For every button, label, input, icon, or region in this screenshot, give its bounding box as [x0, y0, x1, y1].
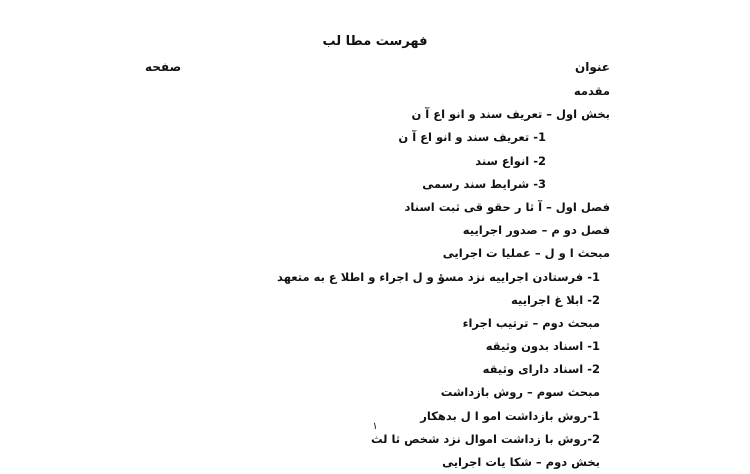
toc-entry: بخش دوم – شکا یات اجرایی [442, 455, 600, 469]
toc-entry: 3- شرایط سند رسمی [422, 176, 546, 191]
toc-entry: 1-روش بازداشت امو ا ل بدهکار [420, 408, 600, 423]
table-of-contents [50, 80, 610, 474]
toc-entry: مقدمه [573, 84, 610, 98]
toc-entry: بخش اول – تعریف سند و انو اع آ ن [411, 107, 610, 122]
toc-entry: فصل دو م – صدور اجراییه [462, 223, 610, 238]
page-number: ۱ [372, 421, 378, 432]
column-header-title: عنوان [575, 60, 610, 74]
toc-entry: 2- انواع سند [475, 153, 546, 168]
toc-entry: 2- ابلا غ اجراییه [511, 292, 600, 307]
toc-entry: 2- اسناد دارای وثیقه [482, 362, 600, 377]
column-header-page: صفحه [145, 60, 182, 74]
toc-entry: مبحث دوم – ترتیب اجراء [462, 315, 600, 330]
toc-entry: 1- تعریف سند و انو اع آ ن [398, 130, 546, 145]
page-title: فهرست مطا لب [322, 34, 428, 49]
toc-entry: فصل اول – آ ثا ر حقو قی ثبت اسناد [404, 199, 610, 214]
toc-entry: مبحث ا و ل – عملیا ت اجرایی [442, 246, 610, 261]
toc-entry: 1- اسناد بدون وثیقه [485, 339, 600, 354]
toc-entry: مبحث سوم – روش بازداشت [440, 385, 600, 400]
toc-entry: 1- فرستادن اجراییه نزد مسؤ و ل اجراء و اطلا ع به متعهد [277, 269, 600, 284]
toc-entry: 2-روش با زداشت اموال نزد شخص ثا لث [370, 431, 600, 446]
